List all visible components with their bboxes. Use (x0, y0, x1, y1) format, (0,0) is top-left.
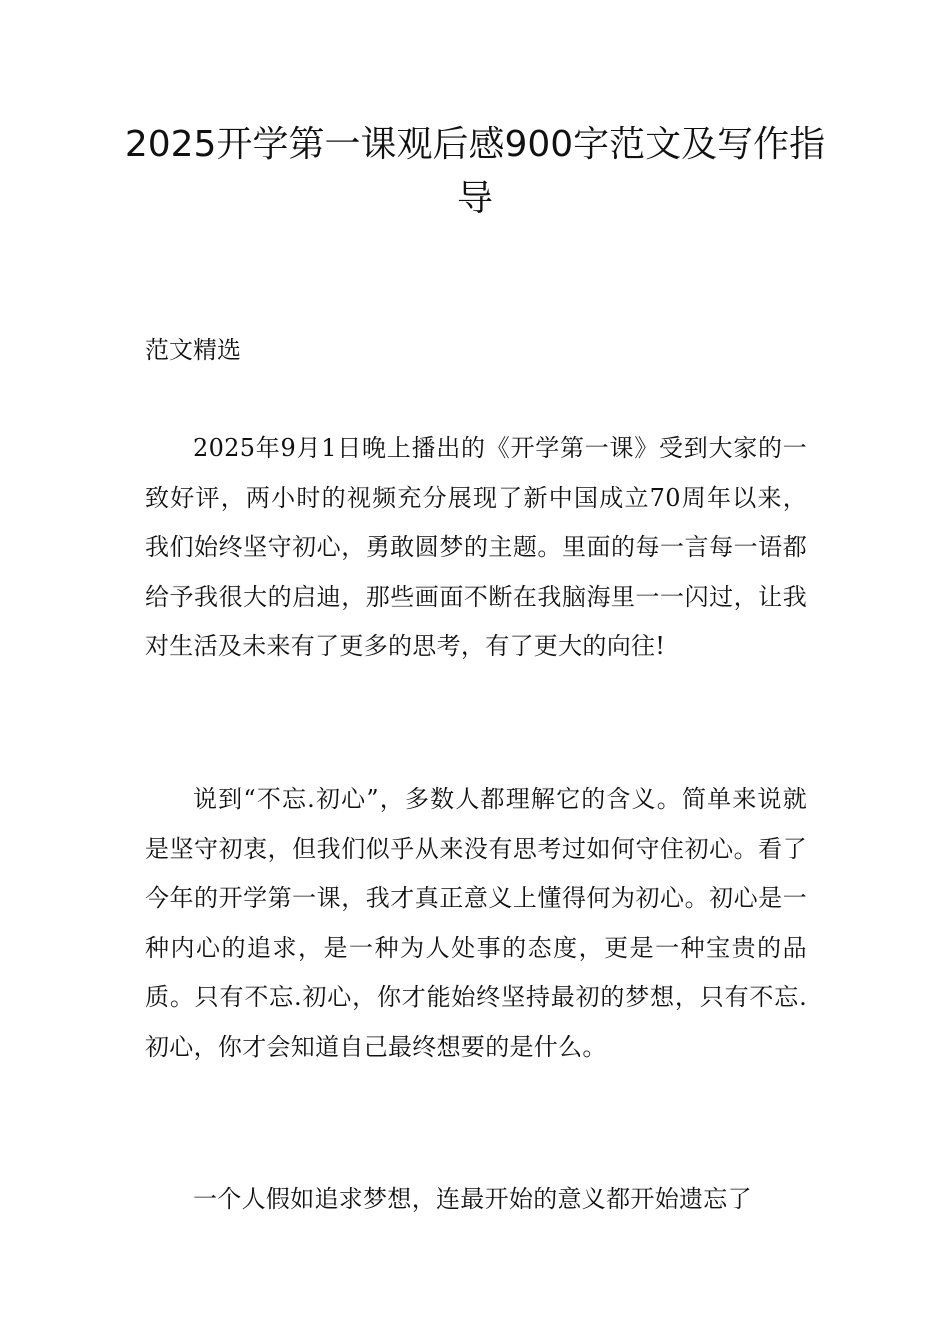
document-title: 2025开学第一课观后感900字范文及写作指导 (124, 124, 826, 219)
paragraph-3: 一个人假如追求梦想，连最开始的意义都开始遗忘了 (193, 1185, 752, 1213)
paragraph-2: 说到“不忘.初心”，多数人都理解它的含义。简单来说就是坚守初衷，但我们似乎从来没有思考过如何守住初心。看了今年的开学第一课，我才真正意义上懂得何为初心。初心是一种内心的追求，是一种为人处事的态度，更是一种宝贵的品质。只有不忘.初心，你才能始终坚持最初的梦想，只有不忘.初心，你才会知道自己最终想要的是什么。 (145, 785, 807, 1061)
section-label: 范文精选 (145, 336, 241, 364)
paragraph-1: 2025年9月1日晚上播出的《开学第一课》受到大家的一致好评，两小时的视频充分展现了新中国成立70周年以来，我们始终坚守初心，勇敢圆梦的主题。里面的每一言每一语都给予我很大的启迪，那些画面不断在我脑海里一一闪过，让我对生活及未来有了更多的思考，有了更大的向往! (145, 434, 807, 660)
